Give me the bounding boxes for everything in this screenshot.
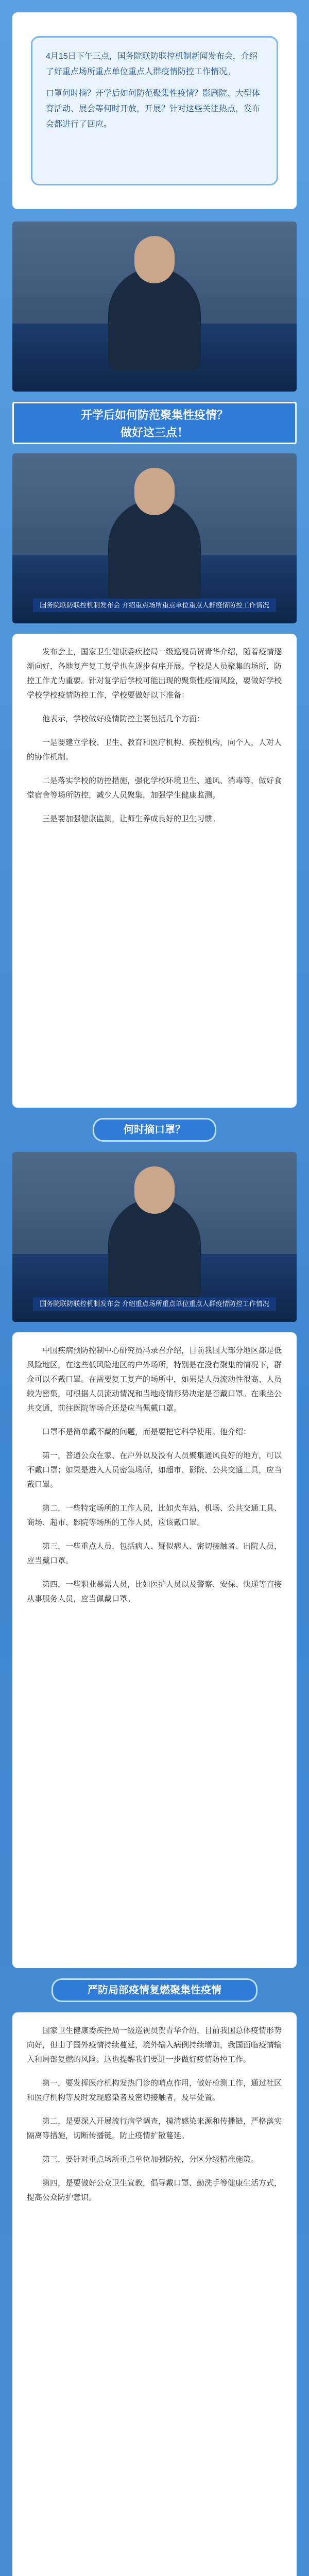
paragraph: 一是要建立学校、卫生、教育和医疗机构、疾控机构，向个人，人对人的协作机制。 [27,738,282,761]
paragraph: 第三，一些重点人员，包括病人、疑似病人、密切接触者、出院人员，应当戴口罩。 [27,1542,282,1565]
paragraph: 二是落实学校的防控措施，强化学校环境卫生、通风、消毒等，做好食堂宿舍等场所防控，减少人员聚集，加强学生健康监测。 [27,776,282,800]
photo-speaker [108,500,201,603]
paragraph: 第三，要针对重点场所重点单位加强防控，分区分级精准施策。 [42,2155,259,2164]
section-title-masks: 何时摘口罩？ [93,1118,216,1142]
photo-speaker [108,268,201,371]
intro-box [31,36,278,185]
paragraph: 他表示，学校做好疫情防控主要包括几个方面： [42,715,205,723]
paragraph: 第四，一些职业暴露人员，比如医护人员以及警察、安保、快递等直接从事服务人员，应当佩戴口罩。 [27,1580,282,1603]
photo-speaker-head [134,468,175,515]
paragraph: 第一，要发挥医疗机构发热门诊的哨点作用，做好检测工作，通过社区和医疗机构等及时发现感染者及密切接触者，及早处置。 [27,2079,282,2102]
speaker-photo-1 [12,453,297,623]
banner-line-2: 做好这三点！ [120,426,188,439]
photo-speaker-head [134,236,175,283]
photo-speaker [108,1198,201,1301]
paragraph: 第二，是要深入开展流行病学调查，摸清感染来源和传播链，严格落实隔离等措施，切断传播链，防止疫情扩散蔓延。 [27,2117,282,2140]
intro-panel [12,12,297,209]
photo-caption: 国务院联防联控机制发布会 介绍重点场所重点单位重点人群疫情防控工作情况 [33,599,276,612]
intro-text: 4月15日下午三点，国务院联防联控机制新闻发布会，介绍了好重点场所重点单位重点人群疫情防控工作情况。 [46,52,258,76]
question-banner [12,402,297,444]
photo-speaker-head [134,1166,175,1214]
section-2-panel [12,1332,297,1968]
banner-line-1: 开学后如何防范聚集性疫情？ [80,409,228,421]
speaker-photo-2 [12,1152,297,1322]
section-3-panel [12,2012,297,2576]
section-title-prevent: 严防局部疫情复燃聚集性疫情 [52,1978,258,2002]
paragraph: 三是要加强健康监测，让师生养成良好的卫生习惯。 [42,815,220,823]
section-1-panel [12,634,297,1108]
intro-question: 口罩何时摘？开学后如何防范聚集性疫情？影剧院、大型体育活动、展会等何时开放，开展？针对这些关注热点，发布会都进行了回应。 [46,89,261,129]
paragraph: 口罩不是简单戴不戴的问题，而是要把它科学使用。他介绍： [42,1428,251,1436]
paragraph: 第二，一些特定场所的工作人员，比如火车站、机场、公共交通工具、商场、超市、影院等场所的工作人员，应该戴口罩。 [27,1504,282,1527]
paragraph: 国家卫生健康委疾控局一级巡视员贺青华介绍，目前我国总体疫情形势向好，但由于国外疫情持续蔓延，境外输入病例持续增加，我国面临疫情输入和局部复燃的风险。这也提醒我们要进一步做好疫情防控工作。 [27,2026,282,2064]
paragraph: 第一，普通公众在家、在户外以及没有人员聚集通风良好的地方，可以不戴口罩；如果是进入人员密集场所，如超市、影院、公共交通工具，应当戴口罩。 [27,1451,282,1489]
paragraph: 第四，是要做好公众卫生宣教，倡导戴口罩、勤洗手等健康生活方式，提高公众防护意识。 [27,2179,282,2202]
press-conference-photo [12,222,297,392]
photo-caption: 国务院联防联控机制发布会 介绍重点场所重点单位重点人群疫情防控工作情况 [33,1297,276,1311]
paragraph: 中国疾病预防控制中心研究员冯录召介绍，目前我国大部分地区都是低风险地区，在这些低风险地区的户外场所，特别是在没有聚集的情况下，群众可以不戴口罩。在需要复工复产的场所中，如果是人员流动性很高、人员较为密集，可根据人员流动情况和当地疫情形势决定是否戴口罩。在乘坐公共交通，前往医院等场合还是应当佩戴口罩。 [27,1346,282,1413]
paragraph: 发布会上，国家卫生健康委疾控局一级巡视员贺青华介绍，随着疫情逐渐向好，各地复产复工复学也在逐步有序开展。学校是人员聚集的场所，防控工作尤为重要。针对复学后学校可能出现的聚集性疫情风险，要做好学校学校学校疫情防控工作，学校要做好以下准备： [27,648,282,700]
